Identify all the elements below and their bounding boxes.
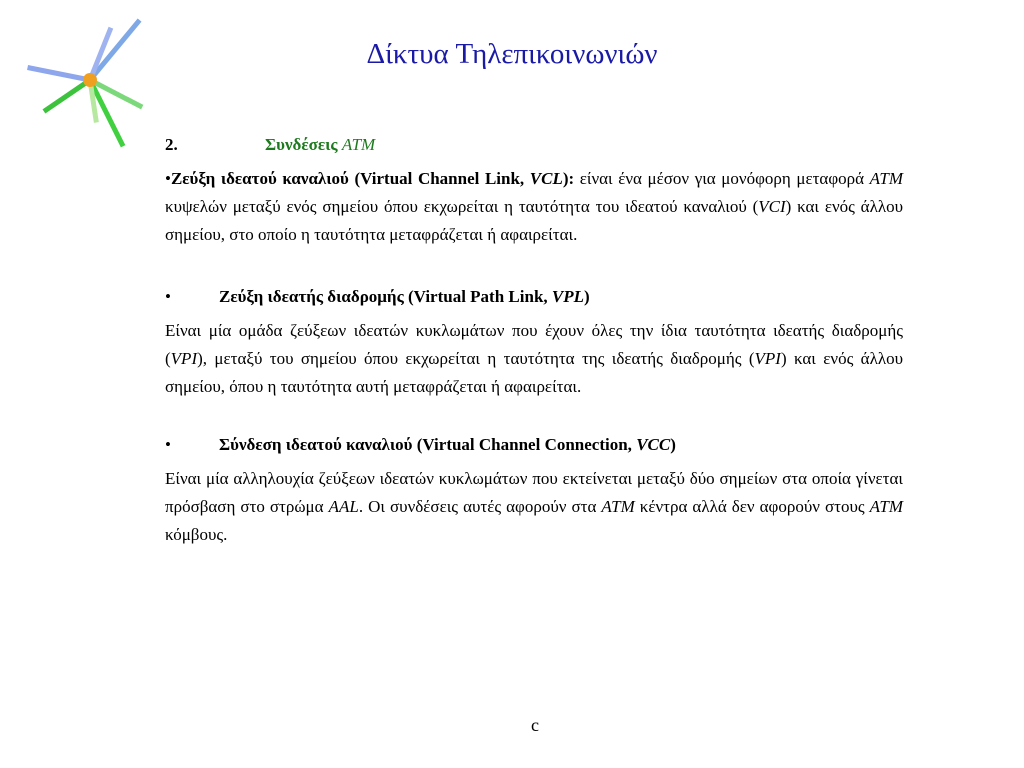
page-title: Δίκτυα Τηλεπικοινωνιών	[366, 38, 658, 70]
bullet-icon: •	[165, 287, 171, 306]
item-heading: • Ζεύξη ιδεατής διαδρομής (Virtual Path Link, VPL)	[165, 283, 903, 311]
bullet-icon: •	[165, 169, 171, 188]
list-item	[165, 431, 903, 549]
list-item	[165, 165, 903, 249]
item-paragraph: Είναι μία αλληλουχία ζεύξεων ιδεατών κυκλωμάτων που εκτείνεται μεταξύ δύο σημείων στα οποία γίνεται πρόσβαση στο στρώμα AAL. Οι συνδέσεις αυτές αφορούν στα ATM κέντρα αλλά δεν αφορούν στους ATM κόμβους.	[165, 469, 904, 544]
slide-content	[165, 135, 903, 571]
list-item	[165, 283, 903, 401]
section-title-italic: ATM	[341, 135, 376, 154]
section-heading	[165, 135, 903, 155]
item-paragraph: Είναι μία ομάδα ζεύξεων ιδεατών κυκλωμάτων που έχουν όλες την ίδια ταυτότητα ιδεατής διαδρομής (VPI), μεταξύ του σημείου όπου εκχωρείται η ταυτότητα της ιδεατής διαδρομής (VPI) και ενός άλλου σημείου, όπου η ταυτότητα αυτή μεταφράζεται ή αφαιρείται.	[165, 321, 903, 396]
star-logo-icon	[10, 10, 150, 150]
section-number: 2.	[165, 135, 178, 154]
item-heading: • Σύνδεση ιδεατού καναλιού (Virtual Channel Connection, VCC)	[165, 431, 903, 459]
slide-footer: c	[531, 715, 539, 735]
section-title: Συνδέσεις ATM	[265, 135, 376, 154]
bullet-icon: •	[165, 435, 171, 454]
item-paragraph: •Ζεύξη ιδεατού καναλιού (Virtual Channel Link, VCL): είναι ένα μέσον για μονόφορη μεταφορά ATM κυψελών μεταξύ ενός σημείου όπου εκχωρείται η ταυτότητα του ιδεατού καναλιού (VCI) και ενός άλλου σημείου, στο οποίο η ταυτότητα μεταφράζεται ή αφαιρείται.	[165, 169, 903, 244]
